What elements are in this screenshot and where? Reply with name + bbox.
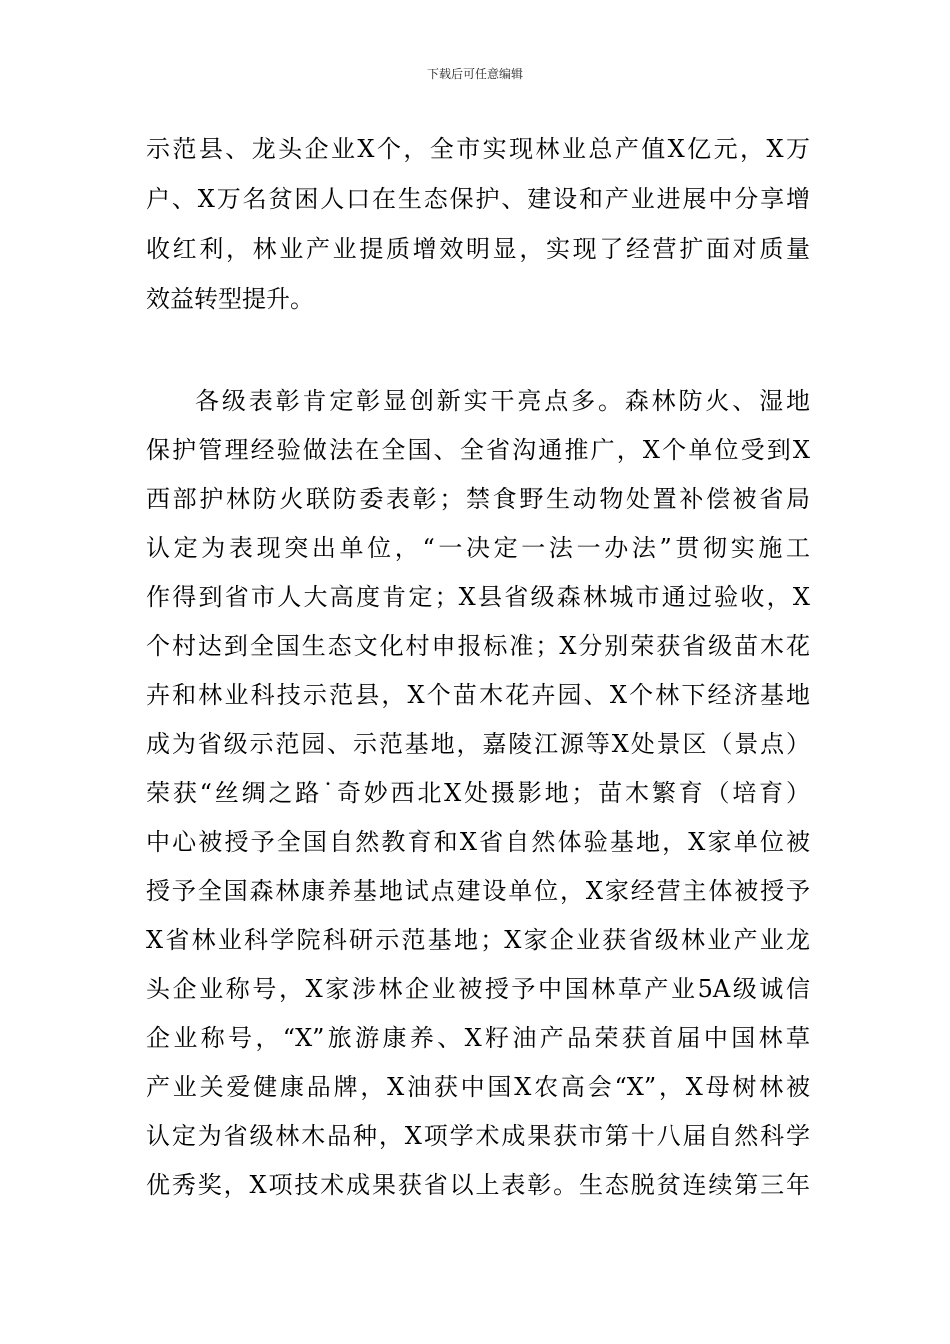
paragraph-line: 企业称号，“X”旅游康养、X籽油产品荣获首届中国林草	[146, 1024, 810, 1052]
paragraph-line: 个村达到全国生态文化村申报标准；X分别荣获省级苗木花	[146, 632, 810, 660]
paragraph-line: 示范县、龙头企业X个，全市实现林业总产值X亿元，X万	[146, 135, 810, 163]
paragraph-line: 卉和林业科技示范县，X个苗木花卉园、X个林下经济基地	[146, 681, 810, 709]
paragraph-line: 成为省级示范园、示范基地，嘉陵江源等X处景区（景点）	[146, 730, 810, 758]
paragraph-line: 保护管理经验做法在全国、全省沟通推广，X个单位受到X	[146, 436, 810, 464]
paragraph-line: 产业关爱健康品牌，X油获中国X农高会“X”，X母树林被	[146, 1073, 810, 1101]
paragraph-line: 效益转型提升。	[146, 285, 314, 313]
paragraph-line: 户、X万名贫困人口在生态保护、建设和产业进展中分享增	[146, 185, 810, 213]
paragraph-line: 中心被授予全国自然教育和X省自然体验基地，X家单位被	[146, 828, 810, 856]
paragraph-line: 授予全国森林康养基地试点建设单位，X家经营主体被授予	[146, 877, 810, 905]
paragraph-line: 各级表彰肯定彰显创新实干亮点多。森林防火、湿地	[195, 387, 810, 415]
paragraph-line: 认定为表现突出单位，“一决定一法一办法”贯彻实施工	[146, 534, 810, 562]
paragraph-line: 西部护林防火联防委表彰；禁食野生动物处置补偿被省局	[146, 485, 810, 513]
paragraph-line: 认定为省级林木品种，X项学术成果获市第十八届自然科学	[146, 1122, 810, 1150]
paragraph-line: 优秀奖，X项技术成果获省以上表彰。生态脱贫连续第三年	[146, 1171, 810, 1199]
paragraph-line: 头企业称号，X家涉林企业被授予中国林草产业5A级诚信	[146, 975, 810, 1003]
page-header: 下载后可任意编辑	[426, 67, 523, 81]
paragraph-line: 作得到省市人大高度肯定；X县省级森林城市通过验收，X	[146, 583, 810, 611]
paragraph-line: 荣获“丝绸之路˙奇妙西北X处摄影地；苗木繁育（培育）	[146, 779, 810, 807]
paragraph-line: 收红利，林业产业提质增效明显，实现了经营扩面对质量	[146, 235, 810, 263]
paragraph-line: X省林业科学院科研示范基地；X家企业获省级林业产业龙	[146, 926, 810, 954]
